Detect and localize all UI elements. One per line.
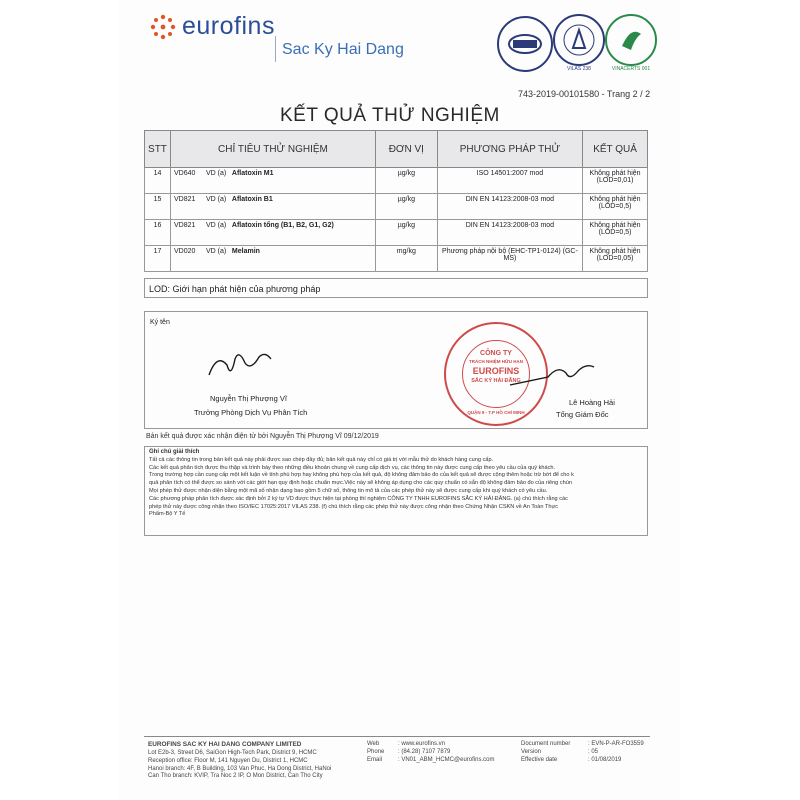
footer-version: : 05 [588,748,599,755]
signature-right-icon [508,355,598,395]
row-result: Không phát hiện (LOD=0,01) [583,168,648,194]
accreditation-flag: (a) [217,170,227,177]
row-indicator [170,194,375,220]
header-result: KẾT QUẢ [583,131,648,168]
row-unit: mg/kg [375,246,437,272]
footer-address-line: Hanoi branch: 4F, B Building, 103 Van Phuc, Ha Dong District, HaNoi [148,765,332,772]
vilas-accreditation-logo-icon [553,14,605,72]
accreditation-flag: (a) [217,222,227,229]
lab-code [206,248,230,255]
test-name: Aflatoxin M1 [231,170,274,177]
test-code: VD821 [173,196,196,203]
table-row [145,246,648,272]
test-code: VD640 [173,170,196,177]
accreditation-flag: (a) [217,196,227,203]
stamp-line-4: SẮC KÝ HẢI ĐĂNG [471,378,521,384]
page-title: KẾT QUẢ THỬ NGHIỆM [280,105,500,126]
footer-label-web: Web [367,741,380,747]
signer-left-name: Nguyễn Thị Phượng Vĩ [210,394,287,403]
row-result: Không phát hiện (LOD=0,5) [583,220,648,246]
stamp-line-3: EUROFINS [472,366,520,376]
header-unit: ĐƠN VỊ [375,131,437,168]
signature-left-icon [205,345,275,385]
note-line: quả phân tích có thể được so sánh với các giới hạn quy định hoặc chuẩn mực.Việc này sẽ không áp dụng cho các quy chuẩn có sẵn độ không đảm bảo đo của riêng chún [149,480,572,487]
results-table [144,130,648,272]
note-line: Tất cả các thông tin trong bản kết quả này phải được sao chép đầy đủ; bản kết quả này chỉ có giá trị với mẫu thử do khách hàng cung cấp. [149,456,494,463]
row-unit: µg/kg [375,194,437,220]
test-code: VD821 [173,222,196,229]
test-name: Aflatoxin tổng (B1, B2, G1, G2) [231,222,334,229]
row-indicator [170,168,375,194]
test-name: Aflatoxin B1 [231,196,273,203]
row-result: Không phát hiện (LOD=0,05) [583,246,648,272]
row-method: ISO 14501:2007 mod [437,168,582,194]
footer-contact-labels [367,741,384,764]
footer-docnum: : EVN-P-AR-FO3559 [588,741,644,747]
footer-effective: : 01/08/2019 [588,756,622,763]
row-indicator [170,220,375,246]
footer-label-docnum: Document number [521,741,571,747]
footer-company: EUROFINS SAC KY HAI DANG COMPANY LIMITED [148,741,302,748]
note-line: Các kết quả phân tích được thu thập và trình bày theo những điều khoản chung về cung cấp dịch vụ, các thông tin này được cung cấp theo yêu cầu của quý khách. [149,464,556,471]
test-code: VD020 [173,248,196,255]
row-method: DIN EN 14123:2008-03 mod [437,220,582,246]
footer-divider [144,736,650,737]
lab-code [206,170,230,177]
footer-address-line: Lot E2b-3, Street D6, SaiGon High-Tech Park, District 9, HCMC [148,750,317,756]
vinacerts-logo-icon [605,14,657,72]
lab-code-text: VD [205,248,216,255]
lab-code [206,196,230,203]
row-unit: µg/kg [375,220,437,246]
header-indicator: CHỈ TIÊU THỬ NGHIỆM [170,131,375,168]
footer-label-version: Version [521,748,542,755]
notes-heading: Ghi chú giải thích [149,449,200,455]
stamp-line-1: CÔNG TY [480,350,512,357]
table-row [145,220,648,246]
lod-note: LOD: Giới hạn phát hiện của phương pháp [144,278,648,298]
row-method: DIN EN 14123:2008-03 mod [437,194,582,220]
sub-brand-name: Sac Ky Hai Dang [282,41,404,58]
row-result: Không phát hiện (LOD=0,5) [583,194,648,220]
document-reference: 743-2019-00101580 - Trang 2 / 2 [518,89,651,99]
eurofins-logo-icon [150,14,176,40]
row-method: Phương pháp nội bộ (EHC-TP1-0124) (GC-MS) [437,246,582,272]
header-stt: STT [145,131,171,168]
row-stt: 16 [145,220,171,246]
footer-label-effective: Effective date [521,756,558,763]
lab-code-text: VD [205,222,216,229]
footer-email: : VN01_ABM_HCMC@eurofins.com [398,756,495,763]
stamp-line-5: QUẬN 9 - T.P HỒ CHÍ MINH [467,410,525,415]
signer-left-role: Trưởng Phòng Dịch Vụ Phân Tích [194,408,308,417]
signature-label: Ký tên [150,319,170,326]
electronic-confirmation: Bản kết quả được xác nhận điện tử bởi Nguyễn Thị Phượng Vĩ 09/12/2019 [146,433,379,440]
note-line: Mọi phép thử được nhận diện bằng một mã số nhận dạng bao gồm 5 chữ số, thông tin mô tả của các phép thử này sẽ được cung cấp khi quý khách có yêu cầu. [149,487,548,494]
brand-name: eurofins [182,12,275,40]
row-indicator [170,246,375,272]
row-unit: µg/kg [375,168,437,194]
lab-code [206,222,230,229]
note-line: Các phương pháp phân tích được xác định bởi 2 ký tự VD được thực hiện tại phòng thí nghiệm CÔNG TY TNHH EUROFINS SẮC KÝ HẢI ĐĂNG. (a) chú thích rằng các [149,495,568,502]
header-method: PHƯƠNG PHÁP THỬ [437,131,582,168]
test-name: Melamin [231,248,260,255]
footer-phone: : (84.28) 7107 7879 [398,748,451,755]
note-line: Phẩm-Bộ Y Tế [149,511,186,518]
footer-doc-values [588,741,644,764]
logo-divider [275,36,276,62]
table-row [145,194,648,220]
ilac-mra-logo-icon [497,16,553,72]
footer-address-line: Can Tho branch: KVIP, Tra Noc 2 IP, O Mon District, Can Tho City [148,773,323,780]
signer-right-name: Lê Hoàng Hải [569,398,615,407]
explanatory-notes [144,446,648,536]
signer-right-role: Tổng Giám Đốc [556,410,609,419]
row-stt: 14 [145,168,171,194]
row-stt: 15 [145,194,171,220]
footer-contact-values [398,741,494,764]
stamp-line-2: TRÁCH NHIỆM HỮU HẠN [469,359,523,364]
footer-label-email: Email [367,756,383,763]
footer-doc-labels [521,741,570,764]
vinacerts-caption: VINACERTS 001 [611,66,651,72]
footer-label-phone: Phone [367,748,385,755]
footer-address [148,750,331,781]
table-header-row [145,131,648,168]
note-line: phép thử này được công nhận theo ISO/IEC 17025:2017 VILAS 238. (f) chú thích rằng các phép thử này được công nhận theo Chứng Nhận CSKN về An Toàn Thực [149,503,558,510]
table-row [145,168,648,194]
row-stt: 17 [145,246,171,272]
accreditation-flag: (a) [217,248,227,255]
footer-web: : www.eurofins.vn [398,741,446,747]
lab-code-text: VD [205,196,216,203]
note-line: Trong trường hợp cần cung cấp một kết luận về tính phù hợp hay không phù hợp của kết quả, độ không đảm bảo đo của kết quả sẽ được cộng thêm hoặc trừ bớt để cho k [149,472,574,479]
vilas-caption: VILAS 238 [567,66,591,72]
lab-code-text: VD [205,170,216,177]
footer-address-line: Reception office: Floor M, 141 Nguyen Du, District 1, HCMC [148,757,308,764]
